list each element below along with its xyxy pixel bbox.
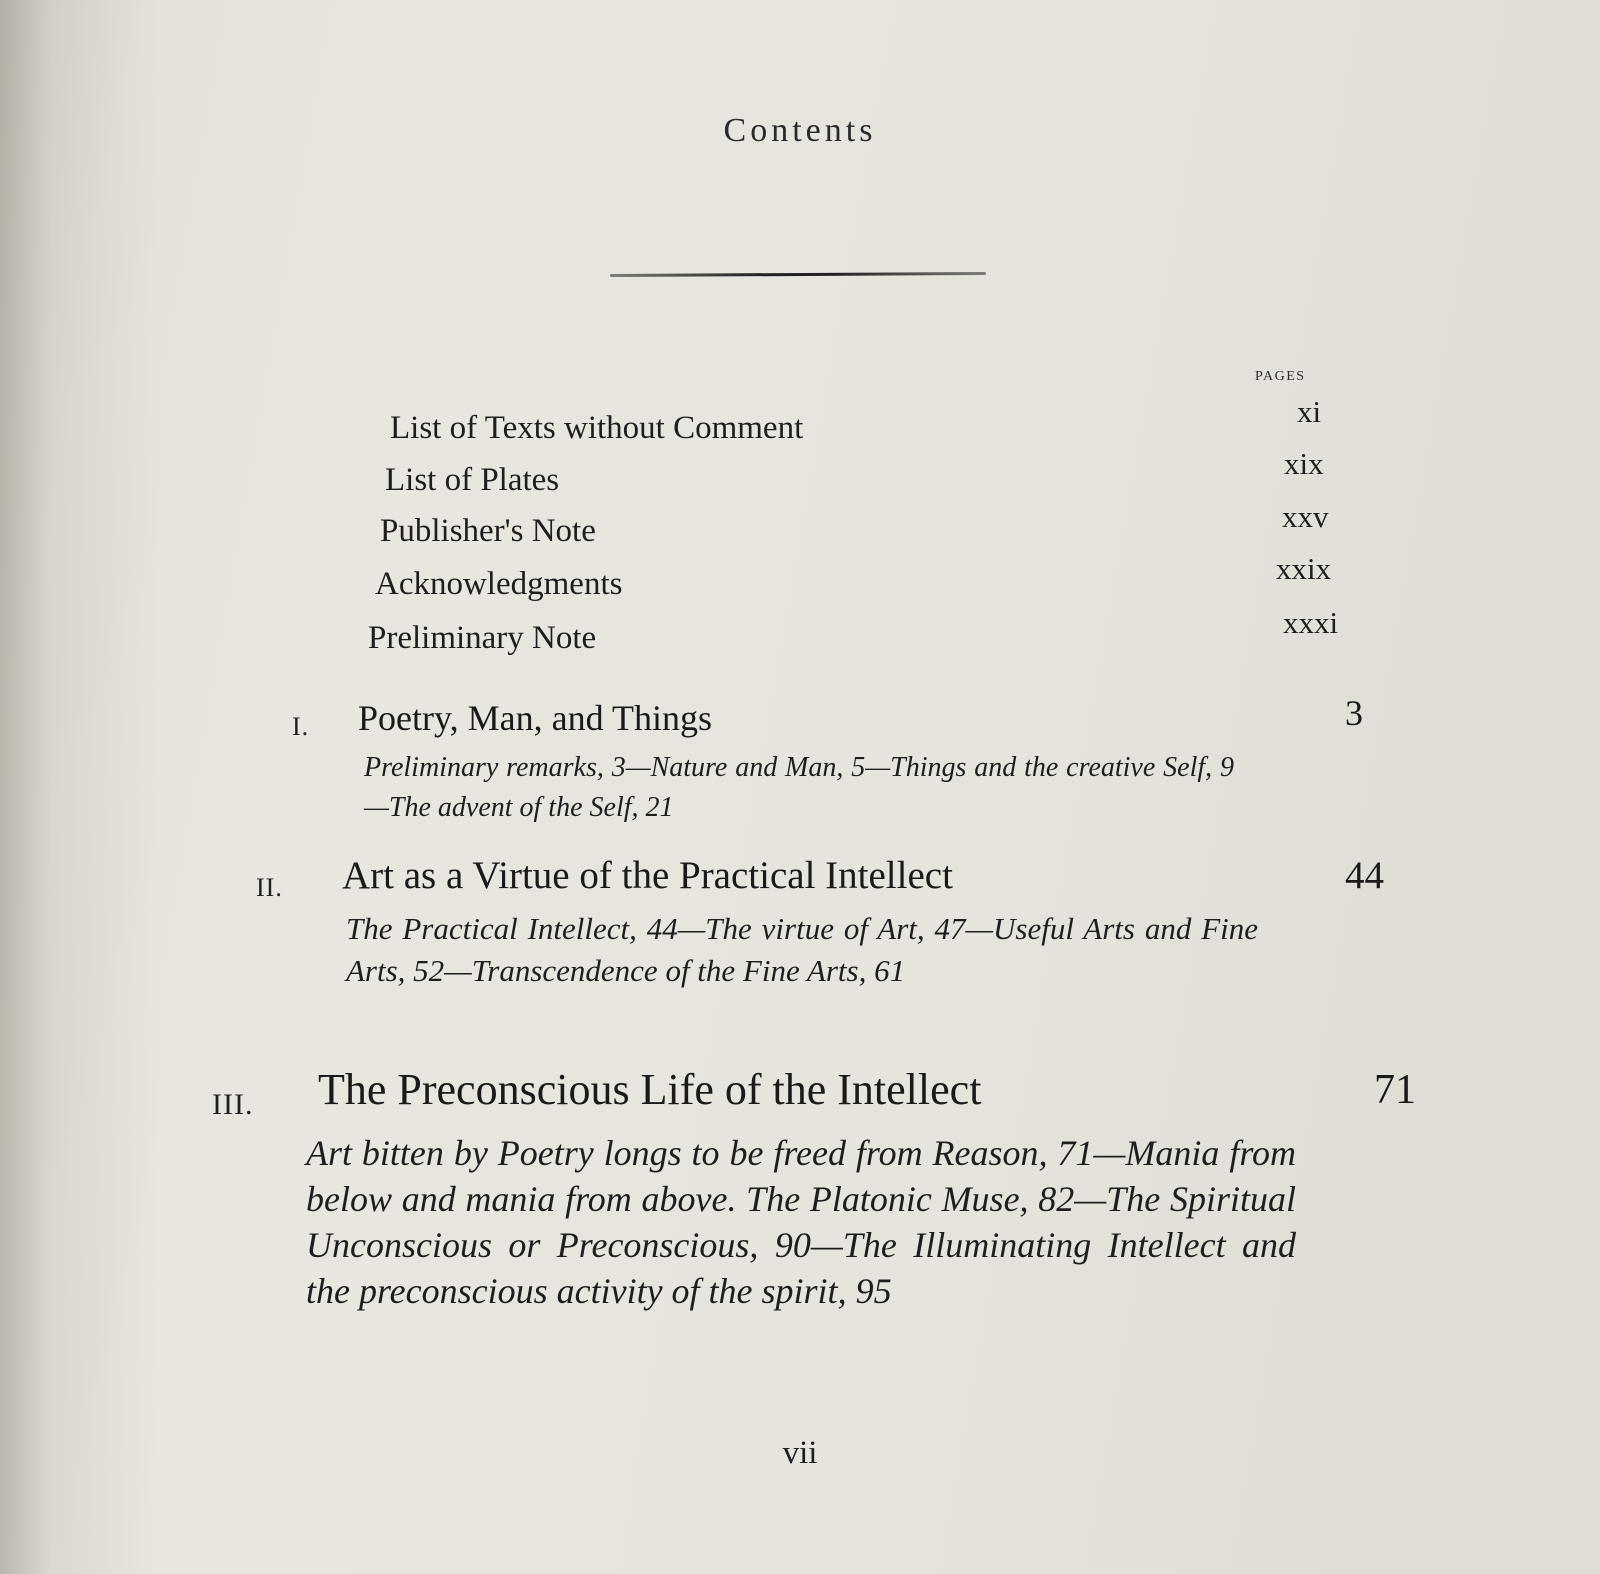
front-matter-page: xxxi xyxy=(1283,605,1339,640)
front-matter-label: List of Plates xyxy=(385,462,560,498)
chapter-page: 3 xyxy=(1345,693,1363,733)
front-matter-label: Acknowledgments xyxy=(375,566,623,602)
chapter-number: II. xyxy=(256,873,283,902)
chapter-title: Art as a Virtue of the Practical Intellect xyxy=(342,854,953,897)
chapter-number: I. xyxy=(292,712,310,741)
chapter-description: Preliminary remarks, 3—Nature and Man, 5—Things and the creative Self, 9—The advent of the Self, 21 xyxy=(364,752,1234,823)
chapter-title: The Preconscious Life of the Intellect xyxy=(318,1065,982,1114)
front-matter-page: xi xyxy=(1297,394,1322,429)
chapter-page: 71 xyxy=(1374,1067,1416,1113)
chapter-description: Art bitten by Poetry longs to be freed from Reason, 71—Mania from below and mania from above. The Platonic Muse, 82—The Spiritual Unconscious or Preconscious, 90—The Illuminating Intellect and the preconscious activity of the spirit, 95 xyxy=(306,1133,1296,1311)
front-matter-page: xxv xyxy=(1282,499,1329,534)
front-matter-label: List of Texts without Comment xyxy=(390,410,804,446)
front-matter-label: Preliminary Note xyxy=(368,620,597,656)
front-matter-label: Publisher's Note xyxy=(380,513,596,549)
page-number: vii xyxy=(782,1435,818,1471)
gutter-shadow xyxy=(0,0,160,1574)
page-title: Contents xyxy=(723,112,877,149)
front-matter-page: xxix xyxy=(1276,551,1332,586)
title-rule xyxy=(610,272,986,277)
chapter-number: III. xyxy=(212,1088,254,1121)
chapter-description: The Practical Intellect, 44—The virtue of Art, 47—Useful Arts and Fine Arts, 52—Transcendence of the Fine Arts, 61 xyxy=(346,911,1258,988)
pages-column-label: PAGES xyxy=(1255,369,1306,384)
chapter-page: 44 xyxy=(1345,854,1384,897)
front-matter-page: xix xyxy=(1284,446,1324,481)
chapter-title: Poetry, Man, and Things xyxy=(358,698,712,738)
